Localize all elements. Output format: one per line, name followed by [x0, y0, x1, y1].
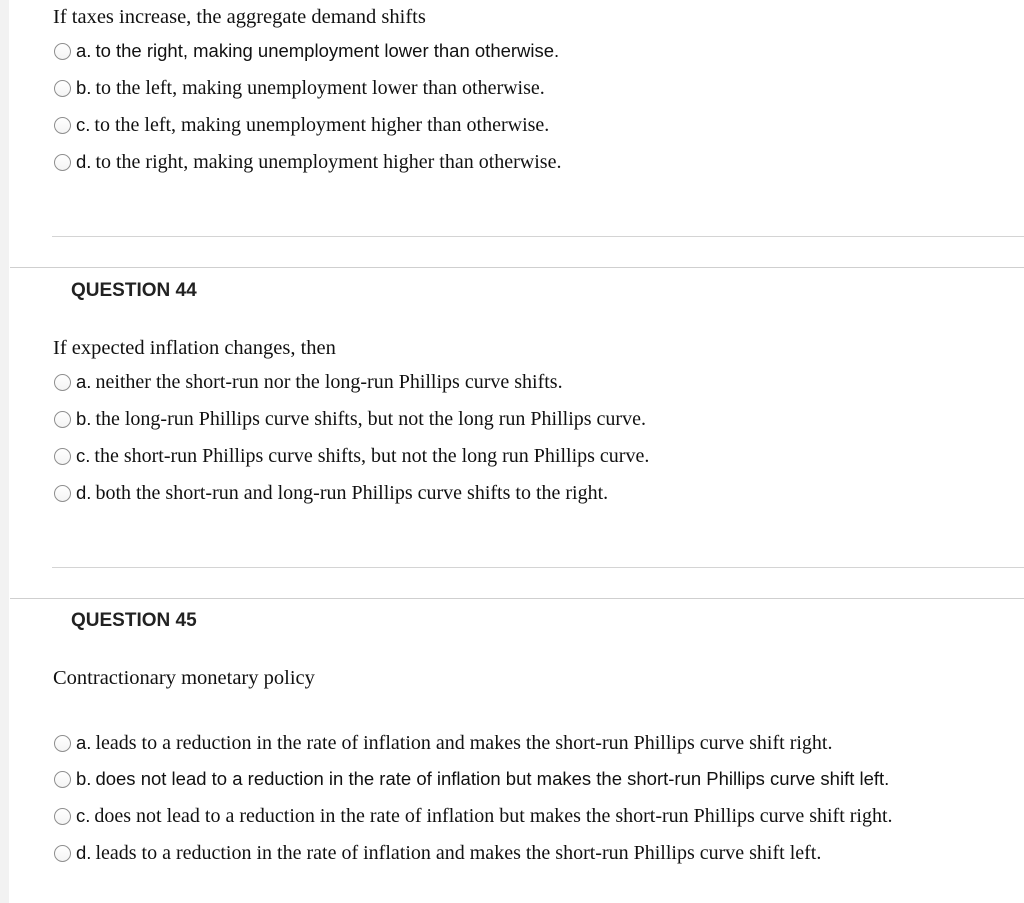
- q43-option-d[interactable]: [54, 149, 561, 175]
- q43-option-a[interactable]: [54, 38, 559, 64]
- question-43-prompt: If taxes increase, the aggregate demand shifts: [53, 6, 426, 28]
- option-letter: d.: [76, 151, 92, 172]
- q44-option-d[interactable]: [54, 480, 608, 506]
- option-text: to the right, making unemployment lower than otherwise.: [95, 40, 560, 61]
- radio-button[interactable]: [54, 845, 71, 862]
- option-letter: b.: [76, 768, 92, 789]
- radio-button[interactable]: [54, 735, 71, 752]
- q43-option-c[interactable]: [54, 112, 549, 138]
- q44-option-a[interactable]: [54, 369, 563, 395]
- option-text: the short-run Phillips curve shifts, but not the long run Phillips curve.: [94, 444, 650, 467]
- option-text: leads to a reduction in the rate of inflation and makes the short-run Phillips curve shift left.: [95, 841, 822, 864]
- radio-button[interactable]: [54, 117, 71, 134]
- option-letter: b.: [76, 408, 92, 429]
- option-letter: d.: [76, 482, 92, 503]
- radio-button[interactable]: [54, 374, 71, 391]
- q44-option-c[interactable]: [54, 443, 649, 469]
- question-44-prompt: If expected inflation changes, then: [53, 337, 336, 359]
- question-divider: [10, 267, 1024, 268]
- option-text: to the right, making unemployment higher than otherwise.: [95, 150, 562, 173]
- q45-option-a[interactable]: [54, 730, 832, 756]
- option-text: leads to a reduction in the rate of inflation and makes the short-run Phillips curve shift right.: [95, 731, 833, 754]
- question-44-title: QUESTION 44: [71, 280, 197, 301]
- option-text: does not lead to a reduction in the rate of inflation but makes the short-run Phillips curve shift left.: [95, 768, 890, 789]
- question-divider: [10, 598, 1024, 599]
- answer-divider: [52, 567, 1024, 568]
- option-text: the long-run Phillips curve shifts, but not the long run Phillips curve.: [95, 407, 646, 430]
- q45-option-c[interactable]: [54, 803, 893, 829]
- q45-option-d[interactable]: [54, 840, 821, 866]
- radio-button[interactable]: [54, 154, 71, 171]
- radio-button[interactable]: [54, 485, 71, 502]
- q43-option-b[interactable]: [54, 75, 545, 101]
- option-text: neither the short-run nor the long-run Phillips curve shifts.: [95, 370, 563, 393]
- radio-button[interactable]: [54, 448, 71, 465]
- radio-button[interactable]: [54, 80, 71, 97]
- option-letter: a.: [76, 40, 92, 61]
- radio-button[interactable]: [54, 43, 71, 60]
- option-letter: a.: [76, 371, 92, 392]
- q44-option-b[interactable]: [54, 406, 646, 432]
- option-letter: a.: [76, 732, 92, 753]
- option-letter: c.: [76, 445, 91, 466]
- radio-button[interactable]: [54, 808, 71, 825]
- option-letter: c.: [76, 114, 91, 135]
- option-letter: c.: [76, 805, 91, 826]
- left-rail: [0, 0, 9, 903]
- option-text: to the left, making unemployment higher than otherwise.: [94, 113, 550, 136]
- question-45-prompt: Contractionary monetary policy: [53, 667, 315, 689]
- q45-option-b[interactable]: [54, 766, 889, 792]
- question-45-title: QUESTION 45: [71, 610, 197, 631]
- option-text: to the left, making unemployment lower than otherwise.: [95, 76, 545, 99]
- option-letter: b.: [76, 77, 92, 98]
- answer-divider: [52, 236, 1024, 237]
- option-letter: d.: [76, 842, 92, 863]
- radio-button[interactable]: [54, 411, 71, 428]
- option-text: both the short-run and long-run Phillips curve shifts to the right.: [95, 481, 609, 504]
- option-text: does not lead to a reduction in the rate of inflation but makes the short-run Phillips curve shift right.: [94, 804, 893, 827]
- radio-button[interactable]: [54, 771, 71, 788]
